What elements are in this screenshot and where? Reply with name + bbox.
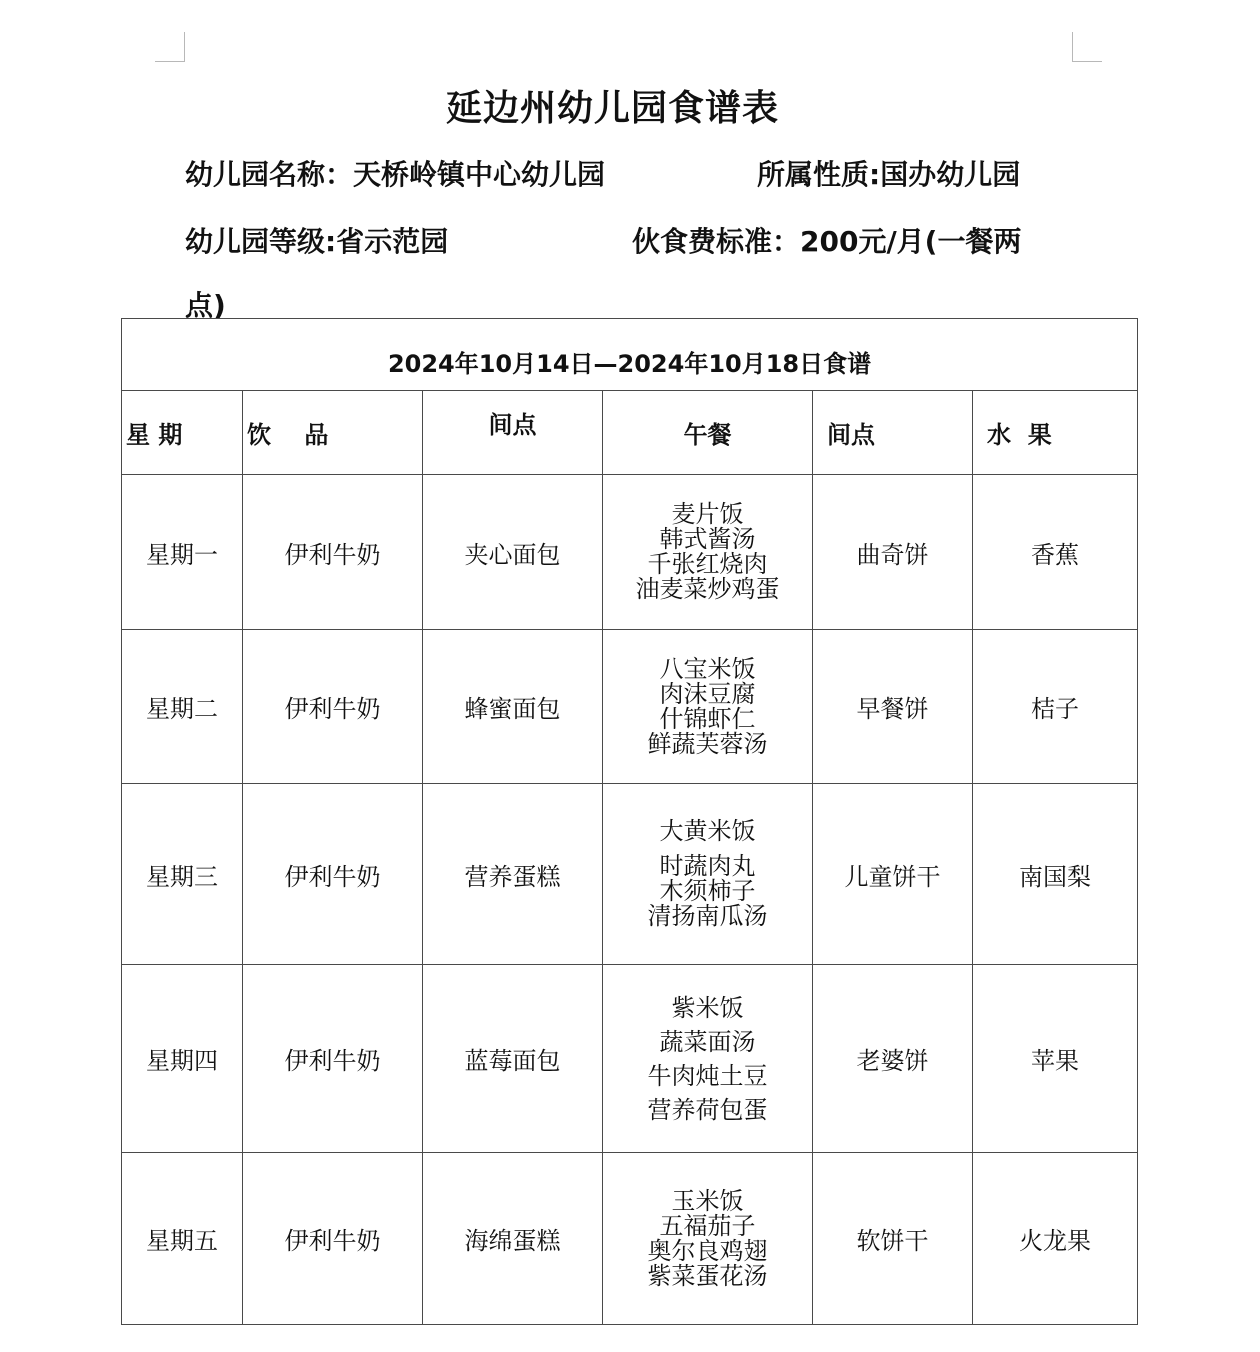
drink-cell: 伊利牛奶 (243, 965, 423, 1153)
drink-cell: 伊利牛奶 (243, 630, 423, 784)
lunch-cell (603, 965, 813, 1153)
drink-cell: 伊利牛奶 (243, 1153, 423, 1325)
header-row (122, 391, 1138, 475)
lunch-item: 紫菜蛋花汤 (647, 1261, 768, 1290)
lunch-item: 八宝米饭 (659, 654, 756, 683)
snack-afternoon-cell: 软饼干 (813, 1153, 973, 1325)
lunch-item: 时蔬肉丸 (659, 852, 756, 880)
lunch-cell (603, 1153, 813, 1325)
lunch-item: 肉沫豆腐 (659, 679, 756, 708)
kindergarten-grade: 幼儿园等级:省示范园 (185, 225, 449, 258)
snack-morning-cell: 蜂蜜面包 (423, 630, 603, 784)
lunch-cell (603, 784, 813, 965)
fruit-cell: 苹果 (973, 965, 1138, 1153)
day-cell: 星期二 (122, 630, 243, 784)
meal-fee-standard-continued: 点) (185, 289, 226, 322)
week-title: 2024年10月14日—2024年10月18日食谱 (122, 319, 1138, 391)
snack-morning-cell: 海绵蛋糕 (423, 1153, 603, 1325)
snack-afternoon-cell: 儿童饼干 (813, 784, 973, 965)
snack-afternoon-cell: 老婆饼 (813, 965, 973, 1153)
page-title: 延边州幼儿园食谱表 (445, 88, 779, 129)
lunch-item: 牛肉炖土豆 (647, 1061, 768, 1090)
kindergarten-nature: 所属性质:国办幼儿园 (757, 158, 1021, 191)
day-cell: 星期五 (122, 1153, 243, 1325)
lunch-cell (603, 475, 813, 630)
lunch-item: 清扬南瓜汤 (647, 902, 768, 930)
header-fruit: 水 果 (973, 391, 1138, 475)
page-corner-mark-left (155, 32, 185, 62)
snack-afternoon-cell: 早餐饼 (813, 630, 973, 784)
kindergarten-name: 幼儿园名称：天桥岭镇中心幼儿园 (185, 158, 606, 191)
lunch-item: 营养荷包蛋 (647, 1095, 768, 1124)
snack-afternoon-cell: 曲奇饼 (813, 475, 973, 630)
week-title-row (122, 319, 1138, 391)
header-snack-afternoon: 间点 (813, 391, 973, 475)
header-day: 星 期 (122, 391, 243, 475)
lunch-item: 油麦菜炒鸡蛋 (635, 575, 780, 603)
lunch-item: 奥尔良鸡翅 (647, 1236, 768, 1265)
fruit-cell: 香蕉 (973, 475, 1138, 630)
snack-morning-cell: 蓝莓面包 (423, 965, 603, 1153)
lunch-item: 蔬菜面汤 (659, 1027, 756, 1056)
lunch-item: 鲜蔬芙蓉汤 (647, 729, 768, 758)
lunch-item: 五福茄子 (659, 1211, 756, 1240)
drink-cell: 伊利牛奶 (243, 475, 423, 630)
lunch-item: 什锦虾仁 (659, 704, 756, 733)
fruit-cell: 南国梨 (973, 784, 1138, 965)
table-row (122, 630, 1138, 784)
table-row (122, 1153, 1138, 1325)
snack-morning-cell: 营养蛋糕 (423, 784, 603, 965)
table-row (122, 965, 1138, 1153)
table-row (122, 784, 1138, 965)
lunch-item: 千张红烧肉 (647, 550, 768, 578)
lunch-item: 木须柿子 (659, 877, 756, 905)
lunch-item: 紫米饭 (671, 993, 744, 1022)
fruit-cell: 火龙果 (973, 1153, 1138, 1325)
lunch-item: 麦片饭 (671, 500, 744, 528)
drink-cell: 伊利牛奶 (243, 784, 423, 965)
header-lunch: 午餐 (603, 391, 813, 475)
lunch-item: 大黄米饭 (659, 817, 756, 845)
day-cell: 星期三 (122, 784, 243, 965)
meal-fee-standard: 伙食费标准：200元/月(一餐两 (632, 225, 1022, 258)
page-corner-mark-right (1072, 32, 1102, 62)
lunch-cell (603, 630, 813, 784)
table-row (122, 475, 1138, 630)
fruit-cell: 桔子 (973, 630, 1138, 784)
snack-morning-cell: 夹心面包 (423, 475, 603, 630)
lunch-item: 玉米饭 (671, 1186, 744, 1215)
header-drink: 饮 品 (243, 391, 423, 475)
header-snack-morning: 间点 (423, 391, 603, 475)
day-cell: 星期一 (122, 475, 243, 630)
day-cell: 星期四 (122, 965, 243, 1153)
lunch-item: 韩式酱汤 (659, 525, 756, 553)
menu-table (121, 318, 1138, 1325)
